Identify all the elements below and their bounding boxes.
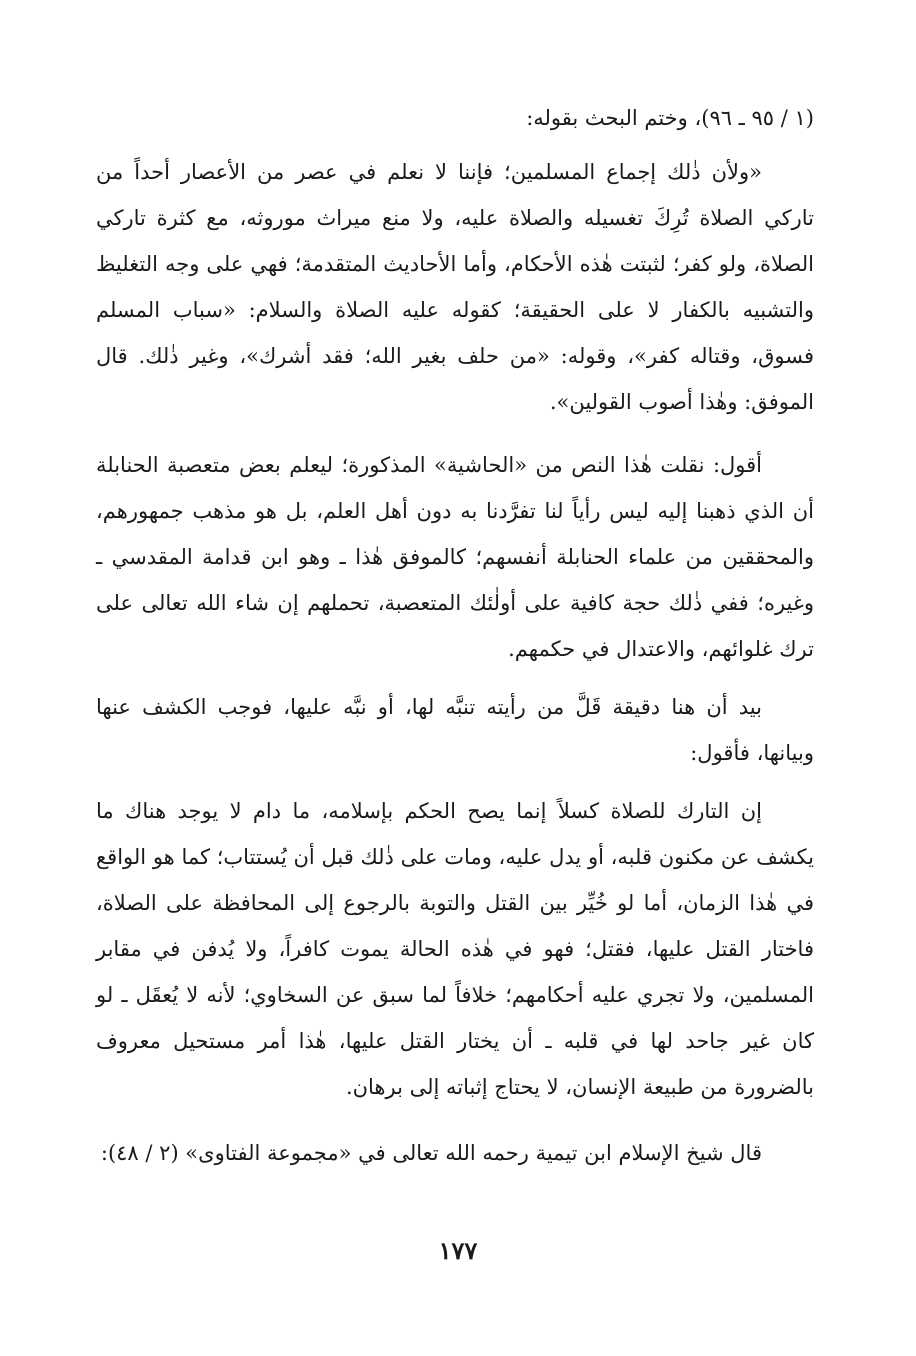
paragraph-quoted-text: «ولأن ذٰلك إجماع المسلمين؛ فإننا لا نعلم في عصر من الأعصار أحداً من تاركي الصلاة تُرِكَ تغسيله والصلاة عليه، ولا منع ميراث موروثه، مع كثرة تاركي الصلاة، ولو كفر؛ لثبتت هٰذه الأحكام، وأما الأحاديث المتقدمة؛ فهي على وجه التغليظ والتشبيه بالكفار لا على الحقيقة؛ كقوله عليه الصلاة والسلام: «سباب المسلم فسوق، وقتاله كفر»، وقوله: «من حلف بغير الله؛ فقد أشرك»، وغير ذٰلك. قال الموفق: وهٰذا أصوب القولين». xyxy=(96,160,814,414)
page-number: ١٧٧ xyxy=(438,1236,478,1265)
paragraph-author-comment: أقول: نقلت هٰذا النص من «الحاشية» المذكورة؛ ليعلم بعض متعصبة الحنابلة أن الذي ذهبنا إليه ليس رأياً لنا تفرَّدنا به دون أهل العلم، بل هو مذهب جمهورهم، والمحققين من علماء الحنابلة أنفسهم؛ كالموفق هٰذا ـ وهو ابن قدامة المقدسي ـ وغيره؛ ففي ذٰلك حجة كافية على أولٰئك المتعصبة، تحملهم إن شاء الله تعالى على ترك غلوائهم، والاعتدال في حكمهم. xyxy=(96,453,814,661)
paragraph-ibn-taymiyya-intro: قال شيخ الإسلام ابن تيمية رحمه الله تعالى في «مجموعة الفتاوى» (٢ / ٤٨): xyxy=(100,1141,762,1165)
paragraph-citation-ending: (١ / ٩٥ ـ ٩٦)، وختم البحث بقوله: xyxy=(526,106,814,130)
page-body-subtlety xyxy=(96,684,814,776)
page-body-quote xyxy=(96,149,814,425)
page-body-author-comment xyxy=(96,442,814,672)
paragraph-ruling: إن التارك للصلاة كسلاً إنما يصح الحكم بإسلامه، ما دام لا يوجد هناك ما يكشف عن مكنون قلبه، أو يدل عليه، ومات على ذٰلك قبل أن يُستتاب؛ كما هو الواقع في هٰذا الزمان، أما لو خُيِّر بين القتل والتوبة بالرجوع إلى المحافظة على الصلاة، فاختار القتل عليها، فقتل؛ فهو في هٰذه الحالة يموت كافراً، ولا يُدفن في مقابر المسلمين، ولا تجري عليه أحكامهم؛ خلافاً لما سبق عن السخاوي؛ لأنه لا يُعقَل ـ لو كان غير جاحد لها في قلبه ـ أن يختار القتل عليها، هٰذا أمر مستحيل معروف بالضرورة من طبيعة الإنسان، لا يحتاج إثباته إلى برهان. xyxy=(96,799,814,1099)
page-body-ruling xyxy=(96,788,814,1110)
page-body xyxy=(96,95,814,141)
page-body-ibn-taymiyya xyxy=(96,1130,814,1176)
paragraph-subtlety: بيد أن هنا دقيقة قَلَّ من رأيته تنبَّه لها، أو نبَّه عليها، فوجب الكشف عنها وبيانها، فأقول: xyxy=(96,695,814,765)
